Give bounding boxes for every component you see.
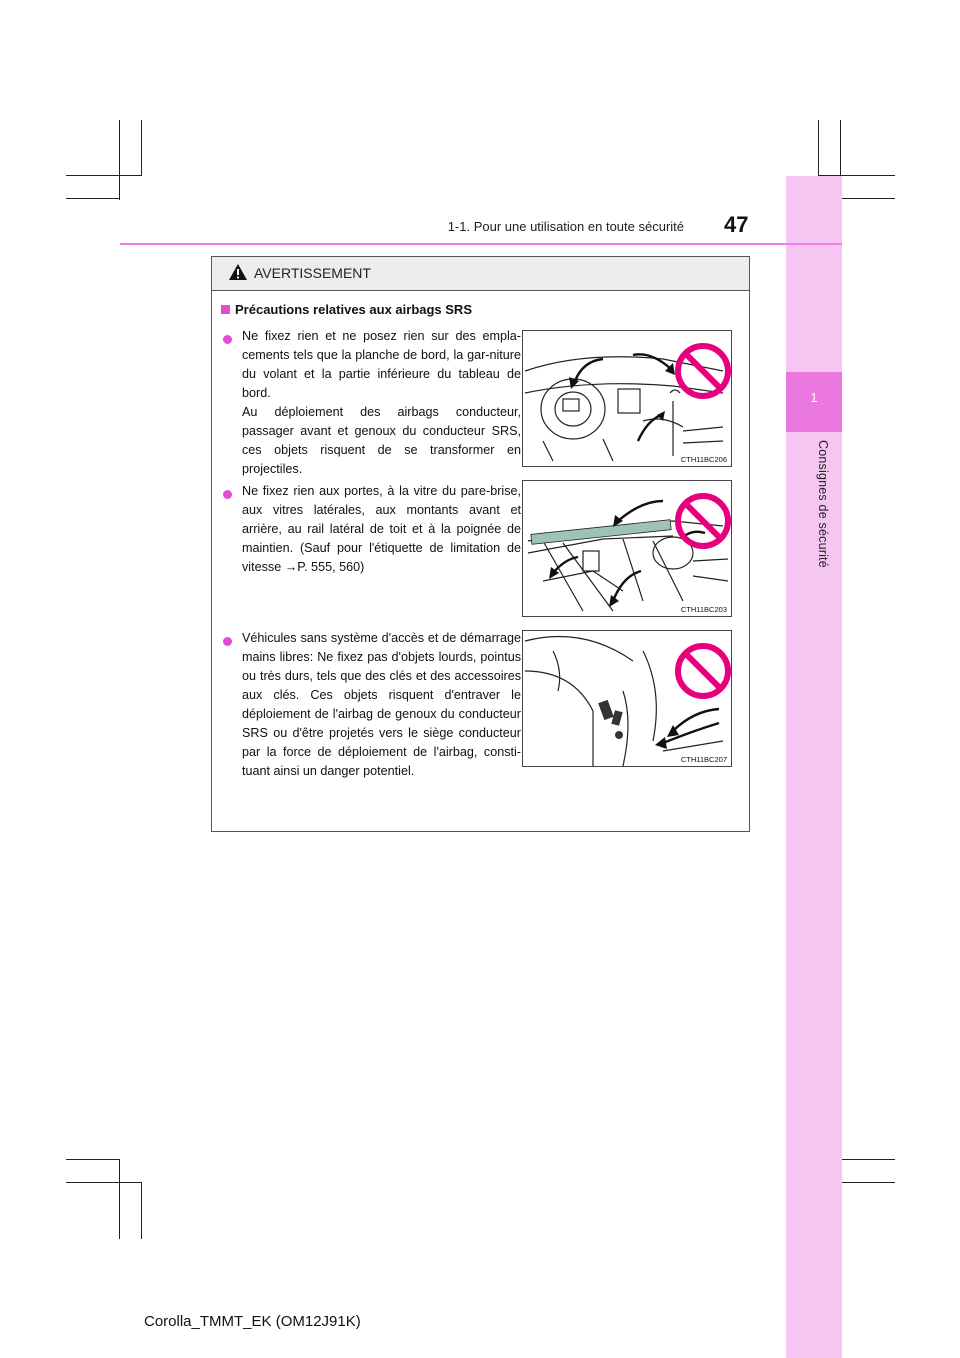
figure-knee (522, 630, 732, 767)
bullet-paragraph: Ne fixez rien et ne posez rien sur des empla-cements tels que la planche de bord, la gar-niture du volant et la partie inférieure du tableau de bord. (242, 329, 521, 400)
crop-mark (119, 120, 120, 200)
crop-mark (66, 175, 141, 176)
figure-code: CTH11BC203 (680, 605, 727, 614)
subheading-label: Précautions relatives aux airbags SRS (235, 302, 472, 317)
crop-mark (141, 1182, 142, 1239)
subheading (221, 302, 472, 317)
bullet-dot-icon (223, 335, 232, 344)
knee-area-illustration (523, 631, 731, 766)
figure-code: CTH11BC206 (680, 455, 727, 464)
bullet-dot-icon (223, 490, 232, 499)
cabin-illustration (523, 481, 731, 616)
figure-cabin (522, 480, 732, 617)
figure-dashboard (522, 330, 732, 467)
crop-mark (66, 1159, 119, 1160)
bullet-paragraph: Au déploiement des airbags conducteur, passager avant et genoux du conducteur SRS, ces objets risquent de se transformer en projectiles. (242, 405, 521, 476)
square-bullet-icon (221, 305, 230, 314)
dashboard-illustration (523, 331, 731, 466)
crop-mark (66, 1182, 141, 1183)
warning-header (212, 257, 749, 291)
warning-triangle-icon (228, 263, 248, 281)
chapter-title: Consignes de sécurité (816, 440, 830, 568)
page-number: 47 (724, 212, 749, 237)
warning-title: AVERTISSEMENT (254, 265, 371, 281)
crop-mark (840, 1159, 895, 1160)
crop-mark (119, 1159, 120, 1239)
warning-box (211, 256, 750, 832)
crop-mark (66, 198, 119, 199)
figure-code: CTH11BC207 (680, 755, 727, 764)
bullet-text: Véhicules sans système d'accès et de démarrage mains libres: Ne fixez pas d'objets lourds, pointus ou très durs, tels que des clés et des accessoires aux clés. Ces objets risquent d'entraver le déploiement de l'airbag de genoux du conducteur SRS ou d'être projetés vers le siège conducteur par la force de déploiement de l'airbag, consti-tuant ainsi un danger potentiel. (242, 631, 521, 778)
section-title: 1-1. Pour une utilisation en toute sécurité (447, 219, 684, 234)
crop-mark (141, 120, 142, 176)
bullet-text (242, 327, 521, 479)
bullet-dot-icon (223, 637, 232, 646)
crop-mark (840, 120, 841, 176)
bullet-text: Ne fixez rien aux portes, à la vitre du pare-brise, aux vitres latérales, aux montants avant et arrière, au rail latéral de toit et à la poignée de maintien. (Sauf pour l'étiquette de limitation de vitesse →P. 555, 560) (242, 484, 521, 574)
header-rule (120, 243, 842, 245)
document-code: Corolla_TMMT_EK (OM12J91K) (144, 1313, 361, 1330)
chapter-number: 1 (810, 390, 818, 405)
side-strip (786, 176, 842, 1358)
crop-mark (840, 198, 895, 199)
